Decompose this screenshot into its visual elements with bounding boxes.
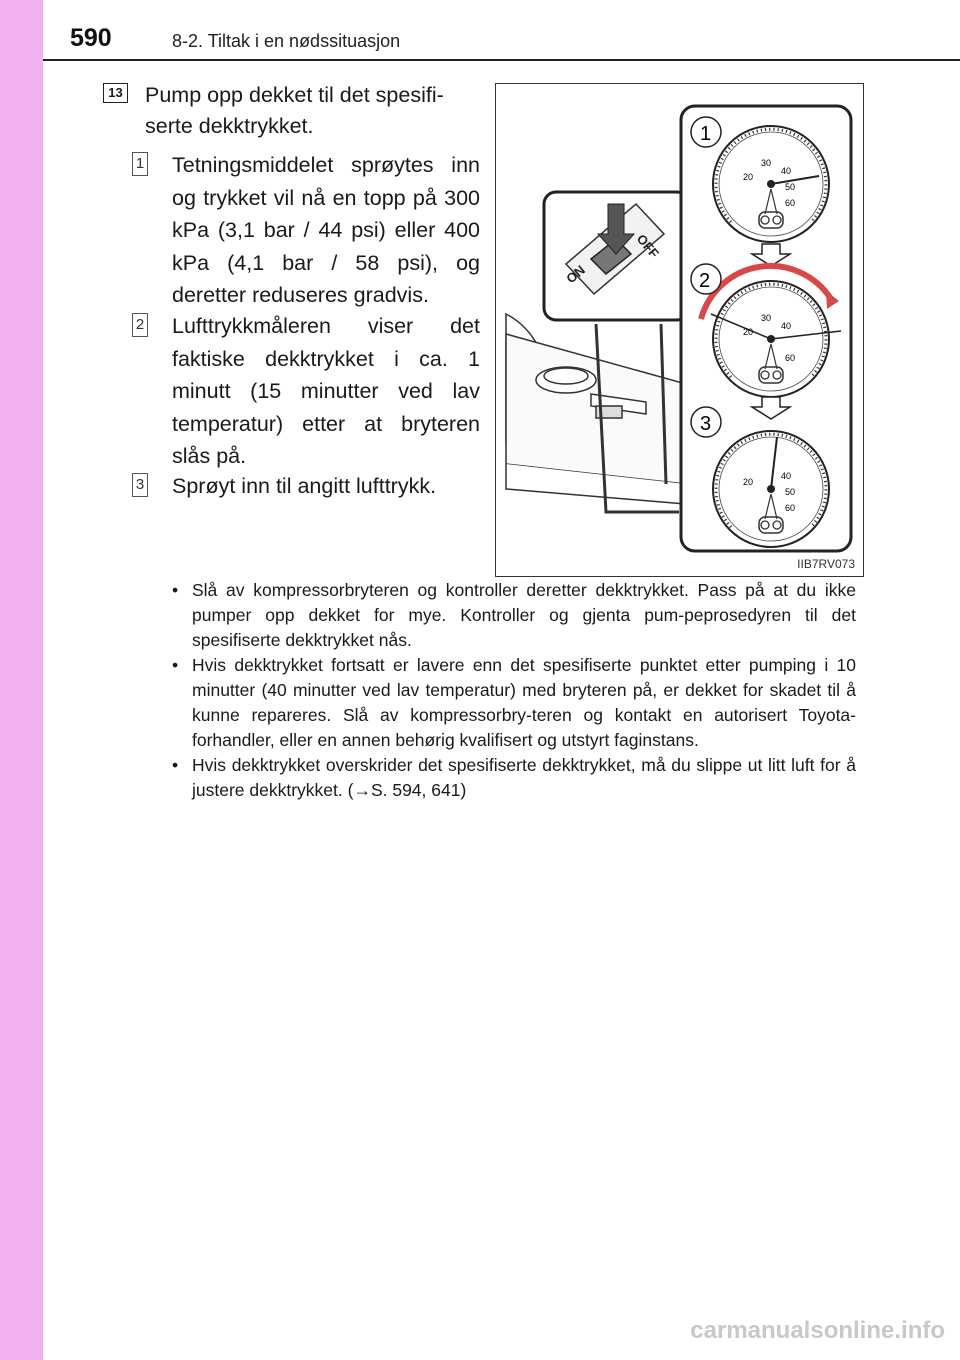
svg-text:60: 60 [785,353,796,363]
switch-inset [544,192,689,320]
figure-code: IIB7RV073 [797,557,855,571]
svg-text:50: 50 [785,487,796,497]
note-item: • Slå av kompressorbryteren og kontroller deretter dekktrykket. Pass på at du ikke pumper opp dekket for mye. Kontroller og gjenta pum-peprosedyren til det spesifiserte dekktrykket nås. [172,578,856,653]
chapter-side-tab [0,0,43,1360]
substep-text: Sprøyt inn til angitt lufttrykk. [172,474,437,498]
svg-text:40: 40 [781,471,792,481]
substep-number: 1 [132,152,148,176]
note-item: • Hvis dekktrykket overskrider det spesifiserte dekktrykket, må du slippe ut litt luft for å justere dekktrykket. (→S. 594, 641) [172,753,856,803]
header-rule [43,59,960,61]
compressor-illustration [495,83,864,577]
svg-text:20: 20 [743,477,754,487]
svg-text:30: 30 [761,313,772,323]
svg-text:60: 60 [785,503,796,513]
gauge-label-2: 2 [699,270,711,292]
substep-number: 3 [132,473,148,497]
svg-text:50: 50 [785,182,796,192]
gauge-label-3: 3 [700,413,712,435]
page-number: 590 [70,24,112,52]
svg-text:40: 40 [781,166,792,176]
svg-text:30: 30 [761,158,772,168]
substep-number: 2 [132,313,148,337]
gauge-1 [713,126,829,242]
svg-text:20: 20 [743,327,754,337]
svg-text:40: 40 [781,321,792,331]
svg-text:60: 60 [785,198,796,208]
svg-text:20: 20 [743,172,754,182]
gauge-3 [713,431,829,547]
note-item: • Hvis dekktrykket fortsatt er lavere enn det spesifiserte punktet etter pumping i 10 minutter (40 minutter ved lav temperatur) med bryteren på, er dekket for skadet til å kunne repareres. Slå av kompressorbry-teren og kontakt en autorisert Toyota-forhandler, eller en annen behørig kvalifisert og utstyrt faginstans. [172,653,856,753]
notes-list [172,578,856,803]
section-title: 8-2. Tiltak i en nødssituasjon [172,31,401,51]
substep-text: Lufttrykkmåleren viser det faktiske dekktrykket i ca. 1 minutt (15 minutter ved lav temperatur) etter at bryteren slås på. [172,314,480,468]
gauge-label-1: 1 [700,123,712,145]
step-badge: 13 [103,83,128,103]
step-title: Pump opp dekket til det spesifi-serte dekktrykket. [145,83,444,138]
switch-on-label: ON [563,262,588,287]
illustration-svg [496,84,863,576]
watermark: carmanualsonline.info [690,1317,945,1344]
switch-off-label: OFF [633,231,662,261]
substep-text: Tetningsmiddelet sprøytes inn og trykket vil nå en topp på 300 kPa (3,1 bar / 44 psi) eller 400 kPa (4,1 bar / 58 psi), og deretter reduseres gradvis. [172,153,480,307]
